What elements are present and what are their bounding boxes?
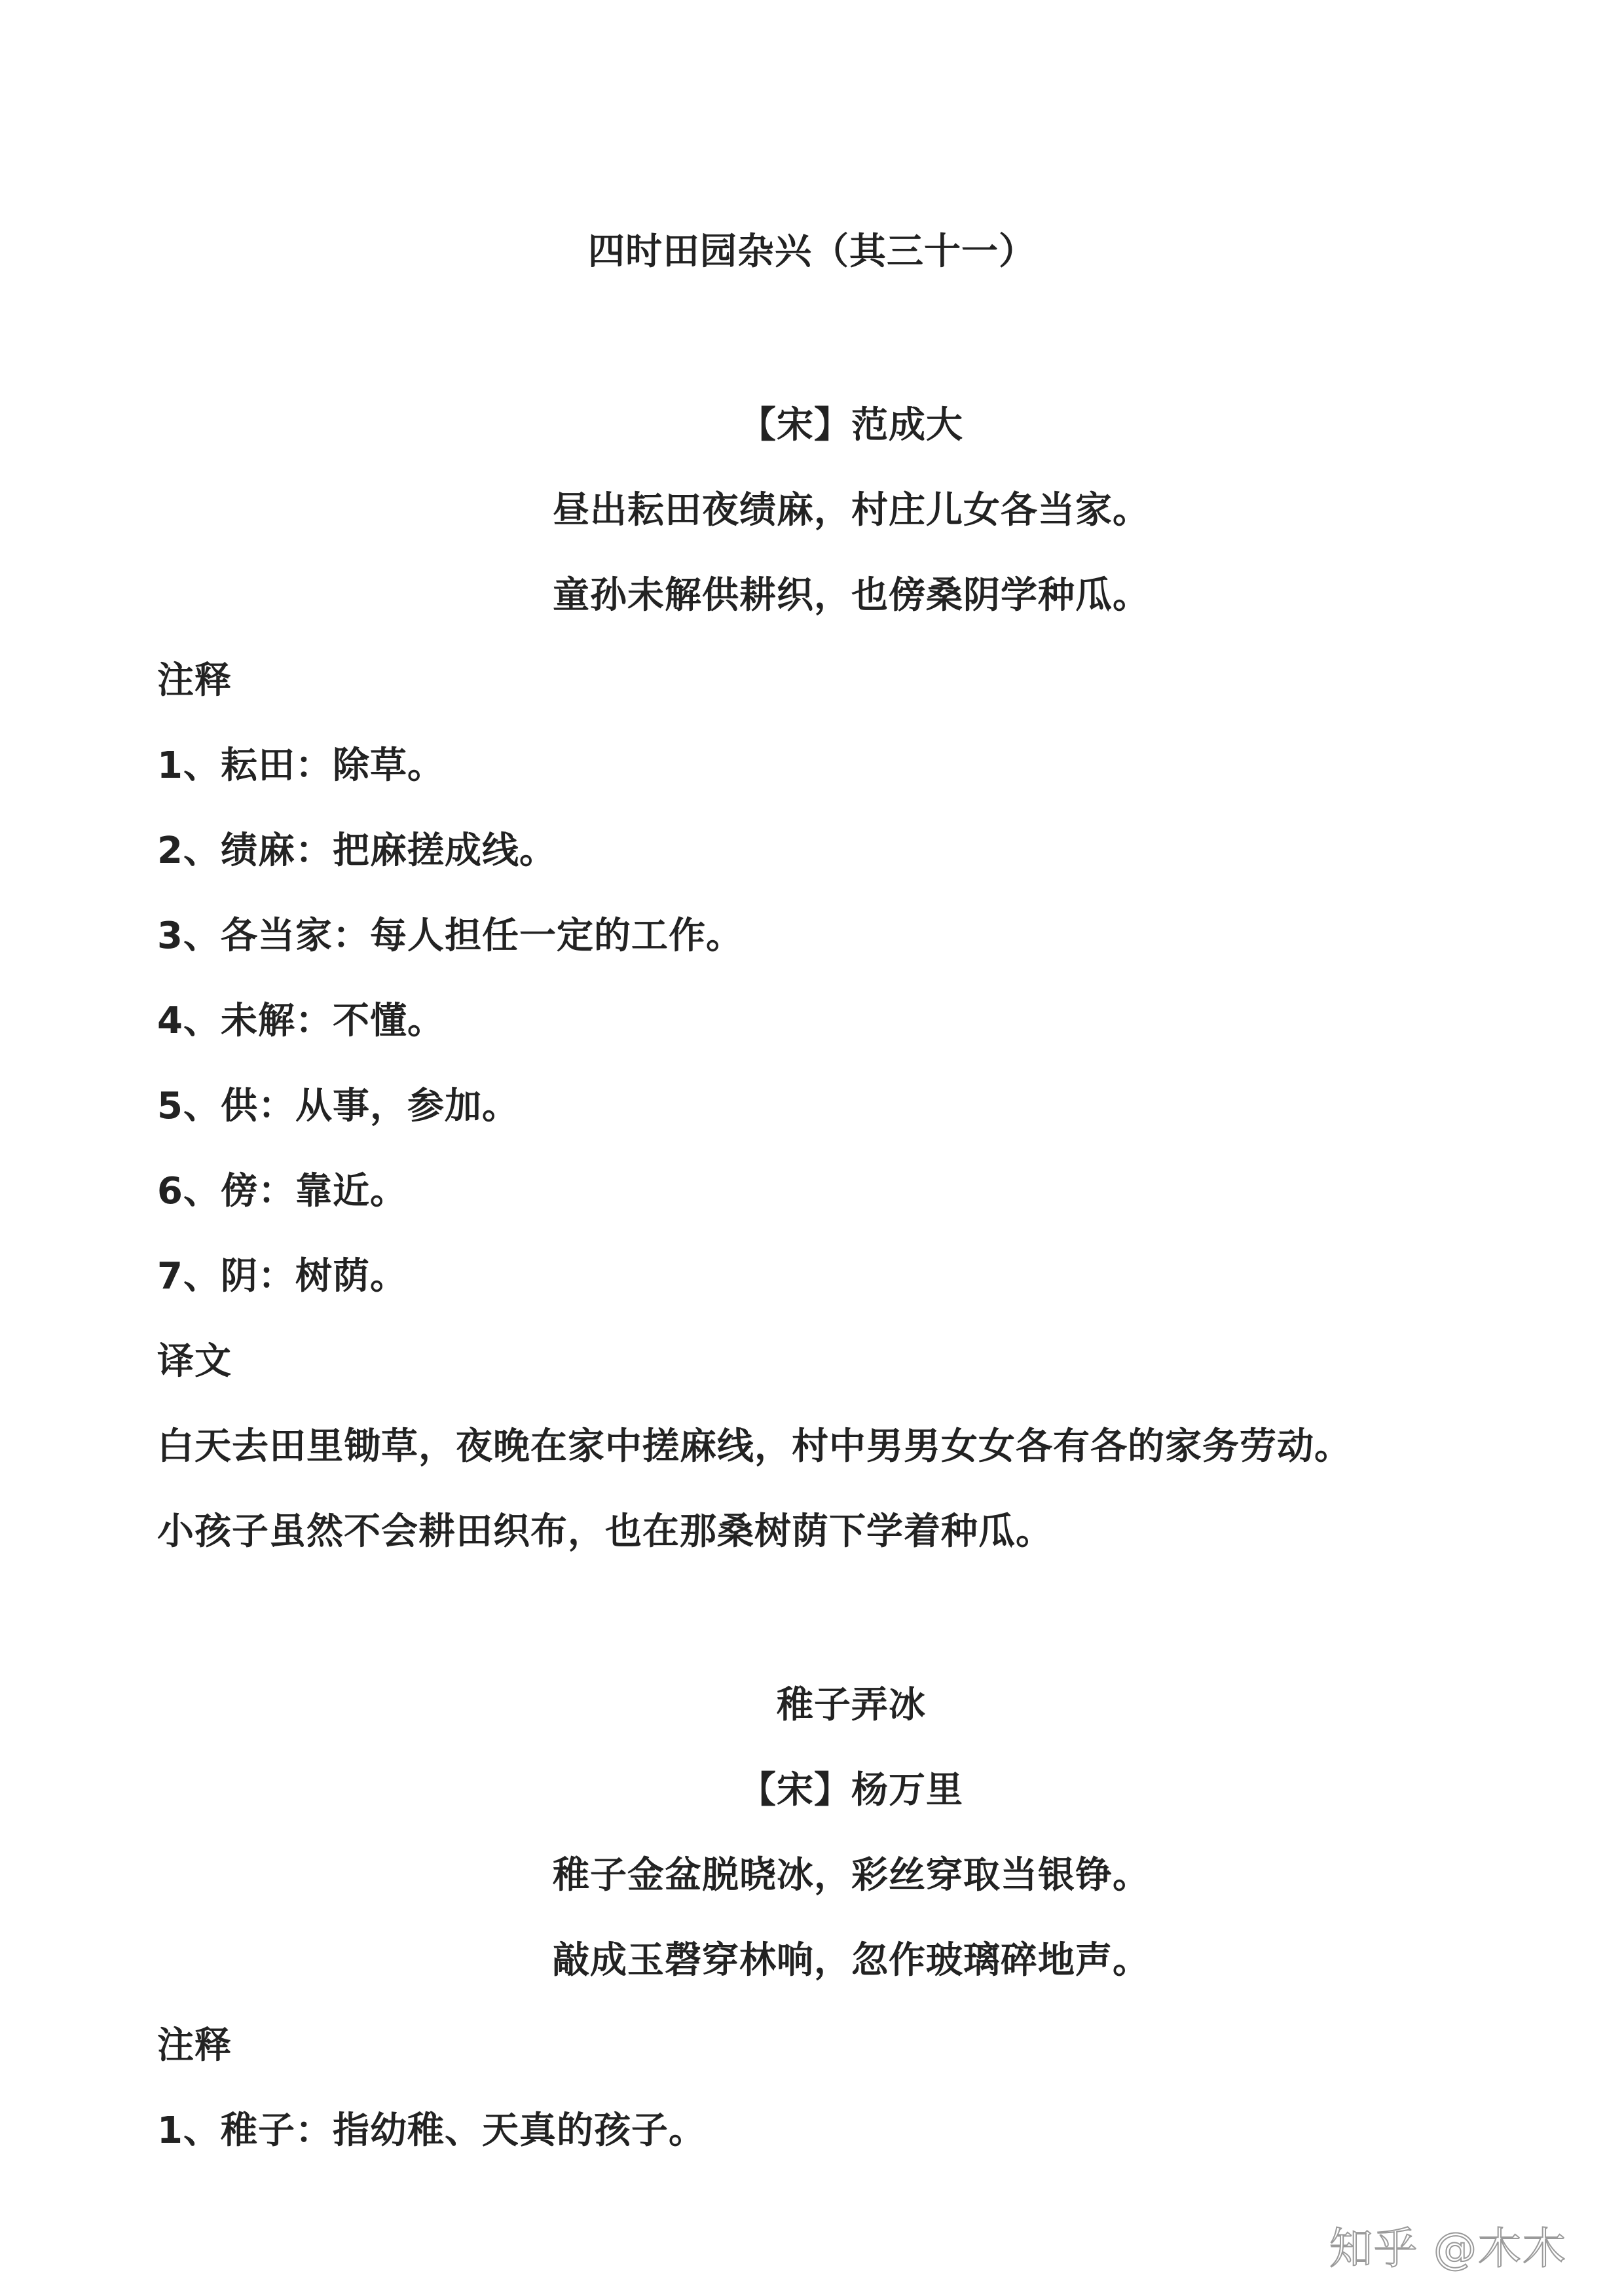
poem1-translation-2: 小孩子虽然不会耕田织布，也在那桑树荫下学着种瓜。 — [157, 1510, 1053, 1553]
poem1-note-4: 4、未解：不懂。 — [157, 1000, 445, 1042]
poem1-line-2: 童孙未解供耕织，也傍桑阴学种瓜。 — [553, 574, 1150, 617]
poem2-author: 【宋】杨万里 — [739, 1769, 963, 1812]
poem1-translation-1: 白天去田里锄草，夜晚在家中搓麻线，村中男男女女各有各的家务劳动。 — [157, 1425, 1352, 1468]
poem2-line-2: 敲成玉磬穿林响，忽作玻璃碎地声。 — [553, 1939, 1150, 1982]
poem1-note-2: 2、绩麻：把麻搓成线。 — [157, 829, 557, 872]
poem1-note-6: 6、傍：靠近。 — [157, 1170, 407, 1212]
poem2-notes-heading: 注释 — [157, 2024, 232, 2067]
poem1-title: 四时田园杂兴（其三十一） — [588, 230, 1036, 273]
poem1-line-1: 昼出耘田夜绩麻，村庄儿女各当家。 — [553, 489, 1150, 532]
poem1-note-7: 7、阴：树荫。 — [157, 1255, 407, 1298]
poem1-author: 【宋】范成大 — [739, 404, 963, 446]
poem1-note-5: 5、供：从事，参加。 — [157, 1085, 519, 1127]
poem1-note-1: 1、耘田：除草。 — [157, 744, 445, 787]
poem1-translation-heading: 译文 — [157, 1340, 232, 1383]
poem2-title: 稚子弄冰 — [777, 1684, 926, 1726]
zhihu-watermark: 知乎 @木木 — [1329, 2223, 1567, 2274]
poem1-notes-heading: 注释 — [157, 659, 232, 702]
poem2-note-1: 1、稚子：指幼稚、天真的孩子。 — [157, 2109, 706, 2152]
poem1-note-3: 3、各当家：每人担任一定的工作。 — [157, 915, 743, 957]
poem2-line-1: 稚子金盆脱晓冰，彩丝穿取当银铮。 — [553, 1854, 1150, 1897]
